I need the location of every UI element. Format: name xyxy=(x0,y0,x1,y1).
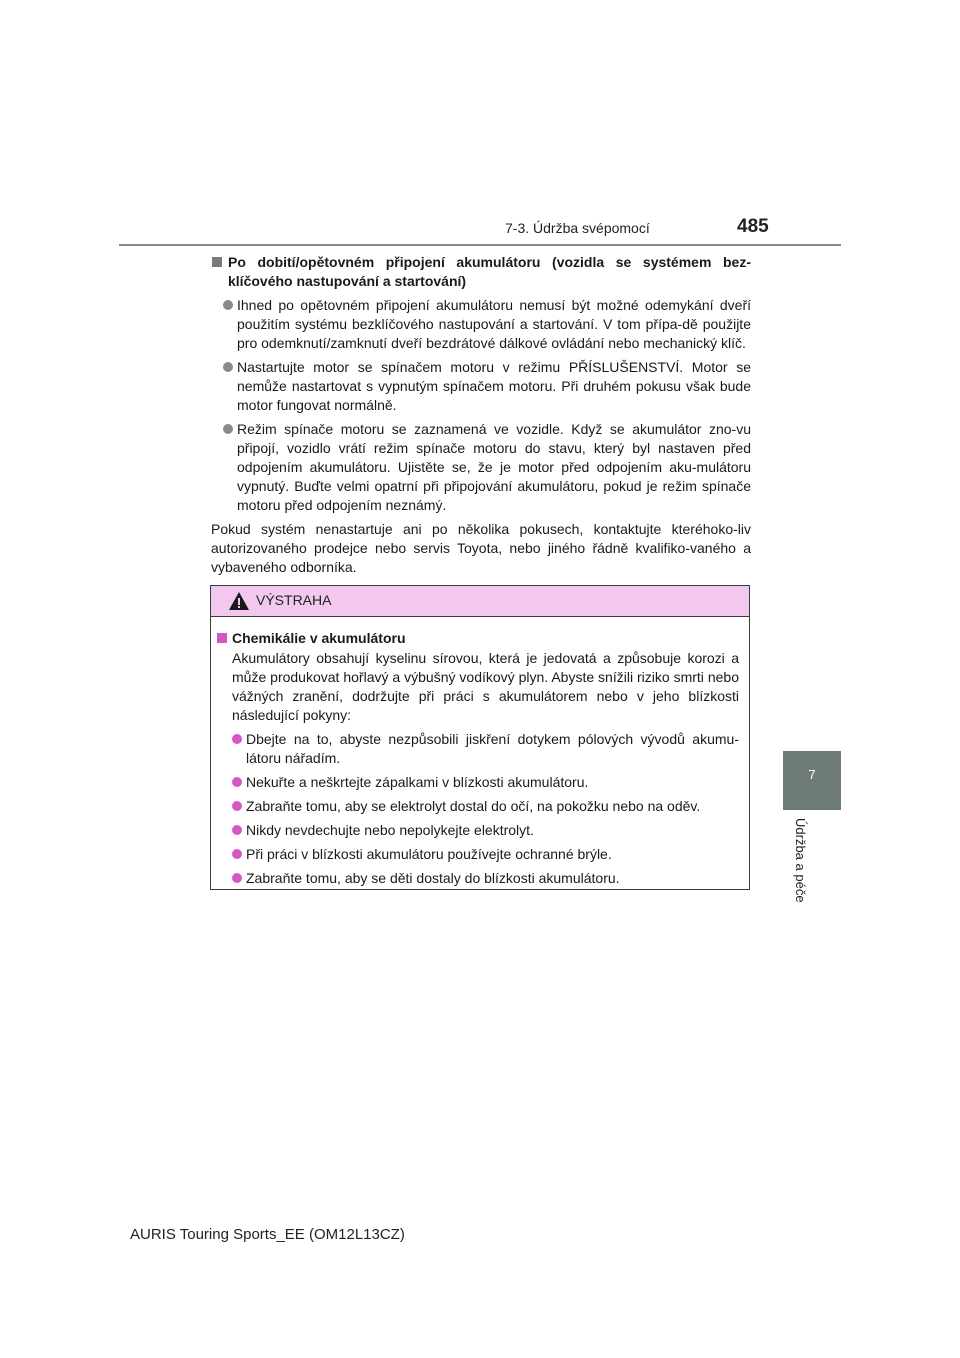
footer-model: AURIS Touring Sports_EE (OM12L13CZ) xyxy=(130,1226,405,1243)
circle-bullet-icon xyxy=(232,801,242,811)
warning-box xyxy=(210,585,750,890)
list-item xyxy=(217,730,739,768)
chapter-number: 7 xyxy=(808,767,816,782)
list-item xyxy=(217,821,739,840)
circle-bullet-icon xyxy=(232,777,242,787)
chapter-tab xyxy=(783,751,841,810)
warning-body xyxy=(211,617,749,888)
list-item-text: Nekuřte a neškrtejte zápalkami v blízkosti akumulátoru. xyxy=(246,774,589,790)
warning-paragraph: Akumulátory obsahují kyselinu sírovou, která je jedovatá a způsobuje korozi a může produkovat hořlavý a výbušný vodíkový plyn. Abyste snížili riziko smrti nebo vážných zranění, dodržujte při práci s akumulátorem nebo v jeho blízkosti následující pokyny: xyxy=(232,650,739,723)
list-item-text: Nikdy nevdechujte nebo nepolykejte elektrolyt. xyxy=(246,822,534,838)
warning-title: VÝSTRAHA xyxy=(256,592,332,608)
warning-heading xyxy=(217,629,739,648)
list-item-text: Režim spínače motoru se zaznamená ve vozidle. Když se akumulátor zno-vu připojí, vozidlo vrátí režim spínače motoru do stavu, který byl nastaven před odpojením akumulátoru. Ujistěte se, že je motor před odpojením aku-mulátoru vypnutý. Buďte velmi opatrní při připojování akumulátoru, pokud je režim spínače motoru před odpojením neznámý. xyxy=(237,421,751,513)
warning-triangle-icon xyxy=(228,591,250,611)
section-title: 7-3. Údržba svépomocí xyxy=(505,220,650,236)
list-item xyxy=(211,420,751,515)
list-item-text: Zabraňte tomu, aby se děti dostaly do blízkosti akumulátoru. xyxy=(246,870,620,886)
section-heading-text: Po dobití/opětovném připojení akumulátoru (vozidla se systémem bez-klíčového nastupování a startování) xyxy=(228,254,751,289)
circle-bullet-icon xyxy=(232,849,242,859)
square-bullet-icon xyxy=(212,257,222,267)
list-item-text: Dbejte na to, abyste nezpůsobili jiskření dotykem pólových vývodů akumu-látoru nářadím. xyxy=(246,731,739,766)
list-item-text: Zabraňte tomu, aby se elektrolyt dostal do očí, na pokožku nebo na oděv. xyxy=(246,798,701,814)
list-item xyxy=(217,797,739,816)
warning-header xyxy=(211,586,749,617)
list-item xyxy=(217,845,739,864)
list-item xyxy=(211,358,751,415)
list-item-text: Ihned po opětovném připojení akumulátoru nemusí být možné odemykání dveří použitím systému bezklíčového nastupování a startování. V tom přípa-dě použijte pro odemknutí/zamknutí dveří bezdrátové dálkové ovládání nebo mechanický klíč. xyxy=(237,297,751,351)
circle-bullet-icon xyxy=(223,300,233,310)
main-content xyxy=(211,253,751,577)
list-item-text: Při práci v blízkosti akumulátoru používejte ochranné brýle. xyxy=(246,846,612,862)
warning-heading-text: Chemikálie v akumulátoru xyxy=(232,630,406,646)
header-divider xyxy=(119,244,841,246)
list-item-text: Nastartujte motor se spínačem motoru v režimu PŘÍSLUŠENSTVÍ. Motor se nemůže nastartovat s vypnutým spínačem motoru. Při druhém pokusu však bude motor fungovat normálně. xyxy=(237,359,751,413)
square-bullet-icon xyxy=(217,633,227,643)
body-paragraph: Pokud systém nenastartuje ani po několika pokusech, kontaktujte kteréhoko-liv autorizovaného prodejce nebo servis Toyota, nebo jiného řádně kvalifiko-vaného a vybaveného odborníka. xyxy=(211,521,751,575)
section-heading xyxy=(211,253,751,291)
circle-bullet-icon xyxy=(223,424,233,434)
list-item xyxy=(217,773,739,792)
circle-bullet-icon xyxy=(232,825,242,835)
circle-bullet-icon xyxy=(223,362,233,372)
page-number: 485 xyxy=(737,216,769,237)
chapter-label: Údržba a péče xyxy=(793,818,808,903)
circle-bullet-icon xyxy=(232,873,242,883)
circle-bullet-icon xyxy=(232,734,242,744)
list-item xyxy=(211,296,751,353)
list-item xyxy=(217,869,739,888)
